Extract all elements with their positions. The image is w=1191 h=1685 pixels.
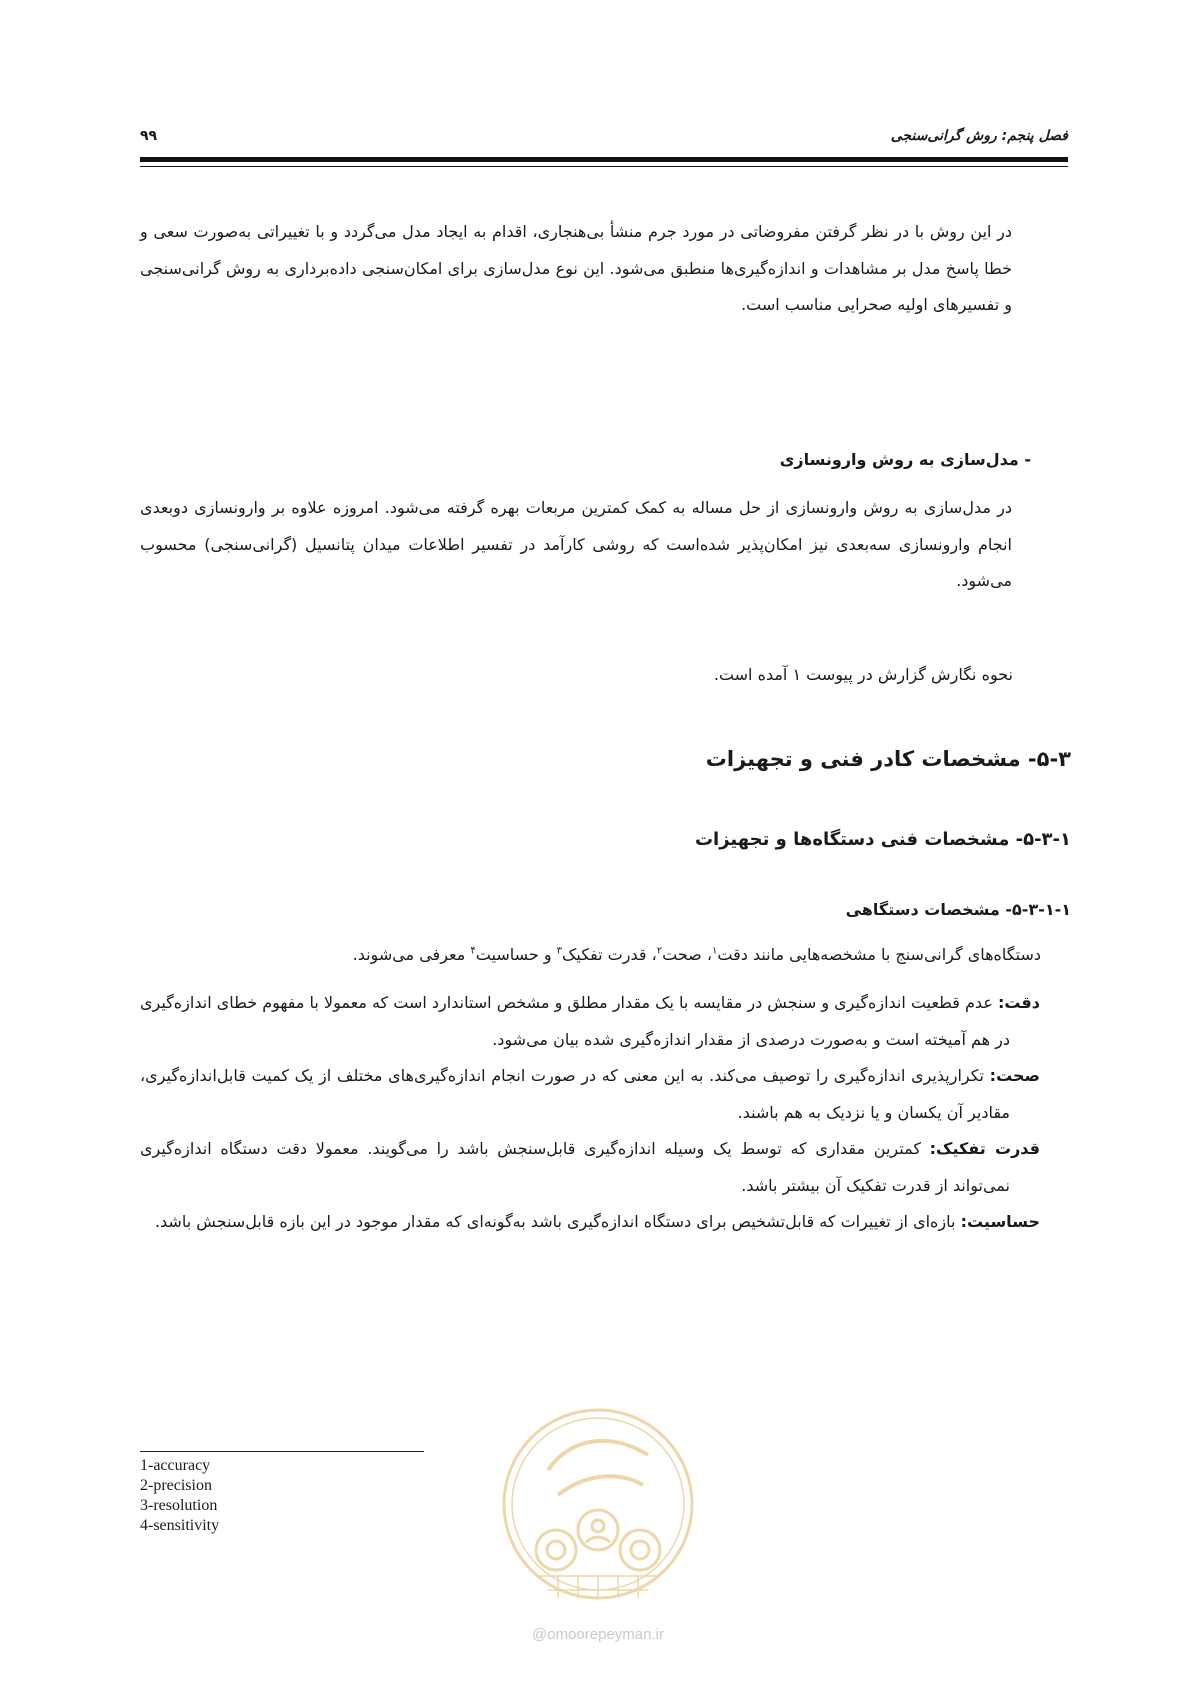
footnote-ref: ۱ [712,945,718,957]
footnote-ref: ۲ [656,945,663,957]
definition-text: عدم قطعیت اندازه‌گیری و سنجش در مقایسه با یک مقدار مطلق و مشخص استاندارد است که معمولا با مفهوم خطای اندازه‌گیری در هم آمیخته است و به‌صورت درصدی از مقدار اندازه‌گیری شده بیان می‌شود. [140,993,1010,1049]
definition-item [140,1131,1040,1204]
definition-text: تکرارپذیری اندازه‌گیری را توصیف می‌کند. به این معنی که در صورت انجام اندازه‌گیری‌های مختلف از یک کمیت قابل‌اندازه‌گیری، مقادیر آن یکسان و یا نزدیک به هم باشند. [140,1066,1010,1122]
intro-text: دستگاه‌های گرانی‌سنج با مشخصه‌هایی مانند دقت [717,945,1041,964]
definition-term: دقت: [997,993,1040,1012]
subsection-heading: ۵-۳-۱- مشخصات فنی دستگاه‌ها و تجهیزات [694,829,1071,850]
intro-text: ، قدرت تفکیک [562,945,657,964]
footnote-separator [140,1451,424,1452]
definition-term: حساسیت: [960,1212,1040,1231]
footnote: 2-precision [140,1477,212,1494]
header-rule-thin [140,166,1068,167]
inversion-modeling-heading: - مدل‌سازی به روش وارونسازی [779,450,1031,469]
intro-text: معرفی می‌شوند. [352,945,471,964]
footnotes [140,1456,219,1536]
specs-intro-line [353,945,1041,964]
page-number: ۹۹ [140,128,158,144]
watermark-logo-icon [498,1400,698,1620]
report-appendix-note: نحوه نگارش گزارش در پیوست ۱ آمده است. [713,665,1013,684]
header-rule [140,157,1068,162]
chapter-title: فصل پنجم: روش گرانی‌سنجی [890,128,1068,144]
definition-item [140,1204,1040,1241]
intro-text: و حساسیت [475,945,557,964]
watermark [498,1400,698,1660]
running-header [140,128,1068,152]
definition-text: کمترین مقداری که توسط یک وسیله اندازه‌گیری قابل‌سنجش باشد را می‌گویند. معمولا دقت دستگاه اندازه‌گیری نمی‌تواند از قدرت تفکیک آن بیشتر باشد. [140,1139,1010,1195]
definition-term: قدرت تفکیک: [929,1139,1040,1158]
footnote-ref: ۴ [470,945,476,957]
intro-text: ، صحت [662,945,712,964]
definition-item [140,985,1040,1058]
section-heading: ۵-۳- مشخصات کادر فنی و تجهیزات [705,747,1071,771]
watermark-url: @omoorepeyman.ir [532,1626,664,1643]
body-paragraph-forward-modeling: در این روش با در نظر گرفتن مفروضاتی در مورد جرم منشأ بی‌هنجاری، اقدام به ایجاد مدل می‌گردد و با تغییراتی به‌صورت سعی و خطا پاسخ مدل بر مشاهدات و اندازه‌گیری‌ها منطبق می‌شود. این نوع مدل‌سازی برای امکان‌سنجی داده‌برداری به روش گرانی‌سنجی و تفسیرهای اولیه صحرایی مناسب است. [140,222,1012,314]
subsubsection-heading: ۵-۳-۱-۱- مشخصات دستگاهی [845,900,1071,919]
footnote: 1-accuracy [140,1457,211,1474]
footnote: 4-sensitivity [140,1517,220,1534]
definition-text: بازه‌ای از تغییرات که قابل‌تشخیص برای دستگاه اندازه‌گیری باشد به‌گونه‌ای که مقدار موجود در این بازه قابل‌سنجش باشد. [154,1212,961,1231]
footnote-ref: ۳ [556,945,563,957]
footnote: 3-resolution [140,1497,218,1514]
definition-term: صحت: [989,1066,1040,1085]
definitions-list [140,985,1040,1241]
body-paragraph-inversion: در مدل‌سازی به روش وارونسازی از حل مساله به کمک کمترین مربعات بهره گرفته می‌شود. امروزه علاوه بر وارونسازی دوبعدی انجام وارونسازی سه‌بعدی نیز امکان‌پذیر شده‌است که روشی کارآمد در تفسیر اطلاعات میدان پتانسیل (گرانی‌سنجی) محسوب می‌شود. [140,498,1012,590]
definition-item [140,1058,1040,1131]
